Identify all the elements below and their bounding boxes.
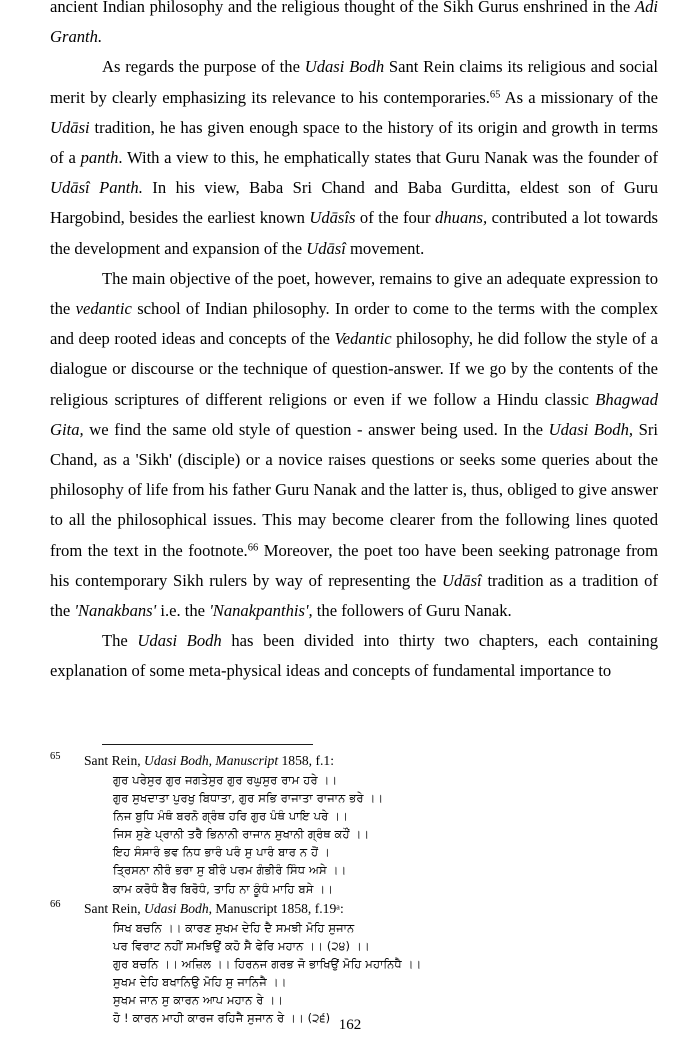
text-run-italic: panth: [80, 148, 119, 168]
text-run: As regards the purpose of the: [102, 57, 305, 77]
footnote-66-citation: [84, 899, 658, 919]
footnote-65-verse-line: ਇਹ ਸੰਸਾਰੰ ਭਵ ਨਿਧ ਭਾਰੰ ਪਰੰ ਸੁ ਪਾਰੰ ਬਾਰ ਨ ਹੋਂ ।: [113, 845, 330, 860]
citation-author: Sant Rein,: [84, 753, 145, 768]
footnote-separator-rule: [102, 744, 313, 745]
text-run: tradition as a tradition of the: [50, 570, 658, 621]
text-run: movement.: [345, 238, 425, 258]
text-run-italic: Udāsîs: [309, 208, 356, 228]
citation-title: Udasi Bodh, Manuscript: [144, 753, 279, 768]
text-run: i.e. the: [156, 601, 210, 621]
footnote-reference-65[interactable]: 65: [489, 89, 501, 101]
citation-author: Sant Rein,: [84, 900, 145, 916]
paragraph-purpose: [50, 52, 658, 263]
paragraph-chapters: [50, 626, 658, 686]
text-run-italic: 'Nanakpanthis',: [209, 601, 313, 621]
text-run-italic: Udasi Bodh: [304, 57, 385, 77]
paragraph-continued: [50, 0, 658, 52]
footnote-66-verse-line: ਪਰ ਵਿਰਾਟ ਨਹੀਂ ਸਮਝਿਉਂ ਕਹੋ ਸੈ ਫੇਰਿ ਮਹਾਨ ।। (੨੪) ।।: [113, 938, 370, 953]
text-run: we find the same old style of question - answer being used. In the: [83, 419, 549, 439]
text-run: school of Indian philosophy. In order to come to the terms with the complex and deep rooted ideas and concepts of the: [50, 299, 658, 349]
footnote-66-citation-row: [50, 899, 658, 919]
citation-locator: 1858, f.1:: [278, 753, 334, 768]
citation-title: Udasi Bodh: [144, 900, 209, 916]
text-run-italic: Udasi Bodh,: [548, 419, 634, 439]
text-run: ancient Indian philosophy and the religious thought of the Sikh Gurus enshrined in the: [50, 0, 635, 16]
footnote-65-number: 65: [50, 751, 61, 762]
footnote-65-verse-line: ਗੁਰ ਸੁਖਦਾਤਾ ਪੁਰਖੁ ਬਿਧਾਤਾ, ਗੁਰ ਸਭਿ ਰਾਜਾਤਾ ਰਾਜਾਨ ਭਰੇ ।।: [113, 791, 384, 806]
text-run-italic: Udāsî Panth.: [50, 178, 143, 198]
text-run: philosophy, he did follow the style of a dialogue or discourse or the technique of question-answer. If we go by the contents of the religious scriptures of different religions or even if we follow a Hindu classic: [50, 329, 658, 409]
citation-locator: , Manuscript 1858, f.19ᵃ:: [208, 900, 344, 916]
text-run: Sant Rein claims its religious and social merit by clearly emphasizing its relevance to his contemporaries.: [50, 57, 659, 107]
text-run-italic: Bhagwad Gita,: [50, 389, 658, 439]
text-run-italic: Udasi Bodh: [137, 631, 222, 651]
footnote-66-verse-line: ਹੋ ! ਕਾਰਨ ਮਾਹੀ ਕਾਰਜ ਰਹਿਜੈ ਸੁਜਾਨ ਰੇ ।। (੨੬): [113, 1011, 331, 1026]
text-run-italic: dhuans,: [435, 208, 488, 228]
text-run: The main objective of the poet, however, remains to give an adequate expression to the: [50, 268, 658, 319]
footnote-65-verse-line: ਕਾਮ ਕਰੋਧੰ ਬੈਰ ਬਿਰੋਧੰ, ਤਾਹਿ ਨਾ ਕੂੰਧੰ ਮਾਹਿ ਬਸੇ ।।: [113, 881, 334, 896]
text-run: of the four: [355, 208, 436, 228]
text-run: Moreover, the poet too have been seeking patronage from his contemporary Sikh rulers by way of representing the: [50, 540, 658, 590]
text-run: tradition, he has given enough space to the history of its origin and growth in terms of a: [50, 117, 658, 168]
text-run-italic: 'Nanakbans': [74, 601, 157, 621]
text-run: As a missionary of the: [500, 87, 658, 107]
footnote-66-number: 66: [50, 898, 61, 910]
text-run-italic: Udāsî: [442, 570, 482, 590]
text-run: contributed a lot towards the development and expansion of the: [50, 208, 658, 258]
text-run: Sri Chand, as a 'Sikh' (disciple) or a novice raises questions or seeks some queries about the philosophy of life from his father Guru Nanak and the latter is, thus, obliged to give answer to all the philosophical issues. This may become clearer from the following lines quoted from the text in the footnote.: [50, 419, 659, 560]
footnote-65: [50, 751, 658, 898]
footnote-65-verse-line: ਨਿਜ ਬੁਧਿ ਮੰਥੰ ਬਰਨੋ ਗ੍ਰੰਥ ਹਰਿ ਗੁਰ ਪੰਥੰ ਪਾਇ ਪਰੇ ।।: [113, 809, 348, 824]
footnote-65-verse-line: ਗੁਰ ਪਰੇਸੁਰ ਗੁਰ ਜਗਤੇਸੁਰ ਗੁਰ ਰਘੁਸੁਰ ਰਾਮ ਹਰੇ ।।: [113, 773, 338, 787]
page-number: 162: [338, 1017, 362, 1033]
paragraph-objective: [50, 264, 658, 626]
footnote-65-verse-line: ਤ੍ਰਿਸਨਾ ਨੀਰੰ ਭਰਾ ਸੁ ਬੀਰੰ ਪਰਮ ਗੰਭੀਰੰ ਸਿੰਧ ਅਸੇ ।।: [113, 863, 347, 878]
text-run-italic: Udāsî: [306, 238, 346, 258]
footnote-66-verse-line: ਸੁਖਮ ਜਾਨ ਸੁ ਕਾਰਨ ਆਪ ਮਹਾਨ ਰੇ ।।: [113, 993, 284, 1008]
footnote-65-verse-line: ਜਿਸ ਸੁਣੇ ਪ੍ਰਾਨੀ ਤਰੈ ਭਿਨਾਨੀ ਰਾਜਾਨ ਸੁਖਾਨੀ ਗ੍ਰੰਥ ਕਹੌਂ ।।: [113, 827, 370, 842]
text-run: In his view, Baba Sri Chand and Baba Gurditta, eldest son of Guru Hargobind, besides the earliest known: [50, 178, 658, 228]
footnote-66-verse-line: ਸਿਖ ਬਚਨਿ ।। ਕਾਰਣ ਸੁਖਮ ਦੇਹਿ ਦੈ ਸਮਝੀ ਮੋਹਿ ਸੁਜਾਨ: [113, 920, 355, 935]
text-run-italic: vedantic: [75, 299, 132, 319]
text-run-italic: Vedantic: [334, 329, 392, 349]
text-run: . With a view to this, he emphatically states that Guru Nanak was the founder of: [118, 148, 658, 168]
text-run: the followers of Guru Nanak.: [312, 601, 512, 621]
footnote-section: [50, 735, 658, 1027]
footnote-65-citation: [84, 751, 658, 771]
footnote-66-verse-line: ਸੁਖਮ ਦੇਹਿ ਬਖਾਨਿਉ ਮੋਹਿ ਸੁ ਜਾਨਿਜੈ ।।: [113, 974, 287, 989]
footnote-65-citation-row: [50, 751, 658, 771]
text-run-italic: Adi Granth.: [50, 0, 658, 47]
footnote-66-verse-line: ਗੁਰ ਬਚਨਿ ।। ਅਜ਼ਿਲ ।। ਹਿਰਨਜ ਗਰਭ ਜੋ ਭਾਖਿਉਂ ਮੋਹਿ ਮਹਾਨਿਧੈ ।।: [113, 956, 422, 971]
text-run-italic: Udāsi: [50, 117, 90, 137]
body-text-block: [50, 0, 658, 687]
text-run: has been divided into thirty two chapters, each containing explanation of some meta-physical ideas and concepts of fundamental importance to: [50, 631, 659, 681]
text-run: The: [102, 631, 138, 651]
footnote-66: [50, 899, 658, 1028]
footnote-reference-66[interactable]: 66: [247, 542, 259, 554]
